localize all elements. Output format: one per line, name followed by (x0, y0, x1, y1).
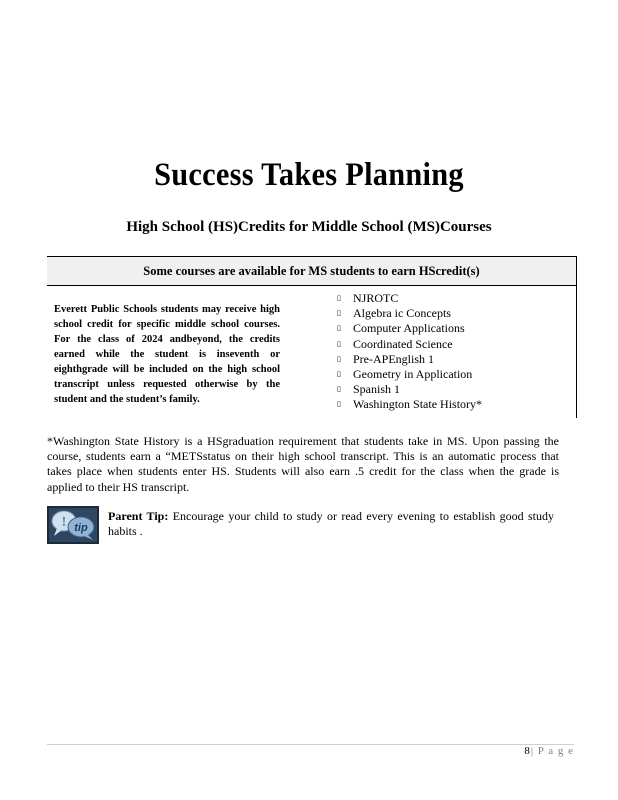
course-list (337, 291, 482, 413)
svg-text:!: ! (61, 515, 67, 530)
parent-tip (108, 509, 554, 539)
bullet-icon: ▯ (337, 339, 341, 348)
tip-label: Parent Tip: (108, 509, 169, 523)
bullet-icon: ▯ (337, 385, 341, 394)
course-name: Computer Applications (353, 321, 465, 336)
list-item (337, 321, 482, 336)
table-header: Some courses are available for MS students to earn HScredit(s) (47, 256, 577, 286)
list-item (337, 291, 482, 306)
list-item (337, 367, 482, 382)
table-divider (576, 285, 577, 418)
page-number: 8 (524, 745, 531, 757)
course-name: Geometry in Application (353, 367, 473, 382)
bullet-icon: ▯ (337, 309, 341, 318)
course-name: Spanish 1 (353, 382, 401, 397)
tip-body: Encourage your child to study or read every evening to establish good study habits . (108, 509, 554, 539)
footer-separator: | (530, 745, 535, 757)
bullet-icon: ▯ (337, 324, 341, 333)
bullet-icon: ▯ (337, 400, 341, 409)
page-footer (524, 745, 574, 757)
bullet-icon: ▯ (337, 294, 341, 302)
course-name: Coordinated Science (353, 336, 453, 351)
courses-table (47, 256, 577, 420)
list-item (337, 337, 482, 352)
list-item (337, 352, 482, 367)
page-label: P a g e (537, 745, 574, 757)
footer-divider (47, 744, 574, 745)
list-item (337, 306, 482, 321)
credit-description: Everett Public Schools students may receive high school credit for specific middle school courses. For the class of 2024 andbeyond, the credits earned while the student is inseventh or eighthgrade will be included on the high school transcript unless requested otherwise by the student and the student’s family. (54, 304, 280, 405)
bullet-icon: ▯ (337, 370, 341, 379)
washington-history-note: *Washington State History is a HSgraduation requirement that students take in MS. Upon passing the course, students earn a “METSstatus on their high school transcript. This is an automatic process that takes place when students enter HS. Students will also earn .5 credit for the class when the grade is applied to their HS transcript. (47, 434, 559, 494)
list-item (337, 397, 482, 412)
page-subtitle: High School (HS)Credits for Middle School (MS)Courses (126, 219, 492, 235)
svg-text:tip: tip (74, 522, 88, 534)
bullet-icon: ▯ (337, 354, 341, 363)
course-name: Algebra ic Concepts (353, 306, 451, 321)
page-title: Success Takes Planning (154, 157, 464, 193)
list-item (337, 382, 482, 397)
course-name: Pre-APEnglish 1 (353, 351, 434, 366)
course-name: NJROTC (353, 291, 399, 305)
tip-speech-bubbles-icon (47, 506, 99, 544)
course-name: Washington State History* (353, 397, 483, 412)
